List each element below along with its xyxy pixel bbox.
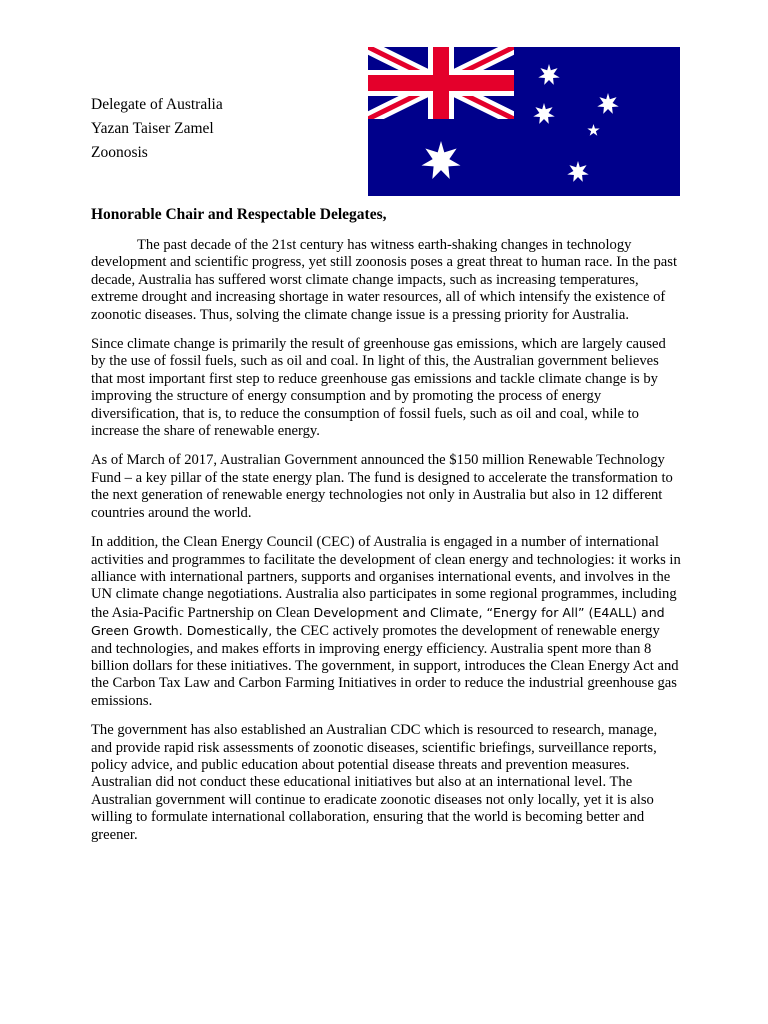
- paragraph-3: As of March of 2017, Australian Government announced the $150 million Renewable Technology Fund – a key pillar of the state energy plan. The fund is designed to accelerate the transformation to the next generation of renewable energy technologies not only in Australia but also in 12 different countries around the world.: [91, 452, 673, 521]
- committee-topic: Zoonosis: [91, 144, 148, 161]
- delegate-header: [91, 93, 223, 165]
- paragraph-5: The government has also established an Australian CDC which is resourced to research, manage, and provide rapid risk assessments of zoonotic diseases, scientific briefings, surveillance reports, policy advice, and public education about potential disease threats and prevention measures. Australian did not conduct these educational initiatives but also at an international level. The Australian government will continue to eradicate zoonotic diseases not only locally, yet it is also willing to formulate international collaboration, ensuring that the world is becoming better and greener.: [91, 722, 658, 843]
- paragraph-4-sans-fragment: Development and Climate, “Energy for All” (E4ALL) and Green Growth. Domestically, the: [91, 604, 665, 639]
- paragraph-1: The past decade of the 21st century has witness earth-shaking changes in technology development and scientific progress, yet still zoonosis poses a great threat to human race. In the past decade, Australia has suffered worst climate change impacts, such as increasing temperatures, extreme drought and increasing shortage in water resources, all of which intensify the existence of zoonotic diseases. Thus, solving the climate change issue is a pressing priority for Australia.: [91, 237, 678, 323]
- delegate-name: Yazan Taiser Zamel: [91, 120, 214, 137]
- paragraph-4-part-2: CEC actively promotes the development of renewable energy and technologies, and makes efforts in improving energy efficiency. Australia spent more than 8 billion dollars for these initiatives. The government, in support, introduces the Clean Energy Act and the Carbon Tax Law and Carbon Farming Initiatives in order to reduce the industrial greenhouse gas emissions.: [91, 623, 679, 709]
- paragraph-4: [91, 534, 681, 710]
- salutation: Honorable Chair and Respectable Delegates,: [91, 206, 387, 223]
- paragraph-2: Since climate change is primarily the result of greenhouse gas emissions, which are largely caused by the use of fossil fuels, such as oil and coal. In light of this, the Australian government believes that most important first step to reduce greenhouse gas emissions and tackle climate change is by improving the structure of energy consumption and by promoting the process of energy diversification, that is, to reduce the consumption of fossil fuels, such as oil and coal, while to increase the share of renewable energy.: [91, 336, 666, 440]
- paragraph-4-part-1: In addition, the Clean Energy Council (CEC) of Australia is engaged in a number of international activities and programmes to facilitate the development of clean energy and technologies: it works in alliance with international partners, supports and organises international events, and involves in the UN climate change negotiations. Australia also participates in some regional programmes, including the Asia-Pacific Partnership on Clean: [91, 534, 681, 621]
- position-paper-body: [91, 205, 681, 856]
- delegate-country: Delegate of Australia: [91, 96, 223, 113]
- australian-flag-icon: [368, 47, 680, 196]
